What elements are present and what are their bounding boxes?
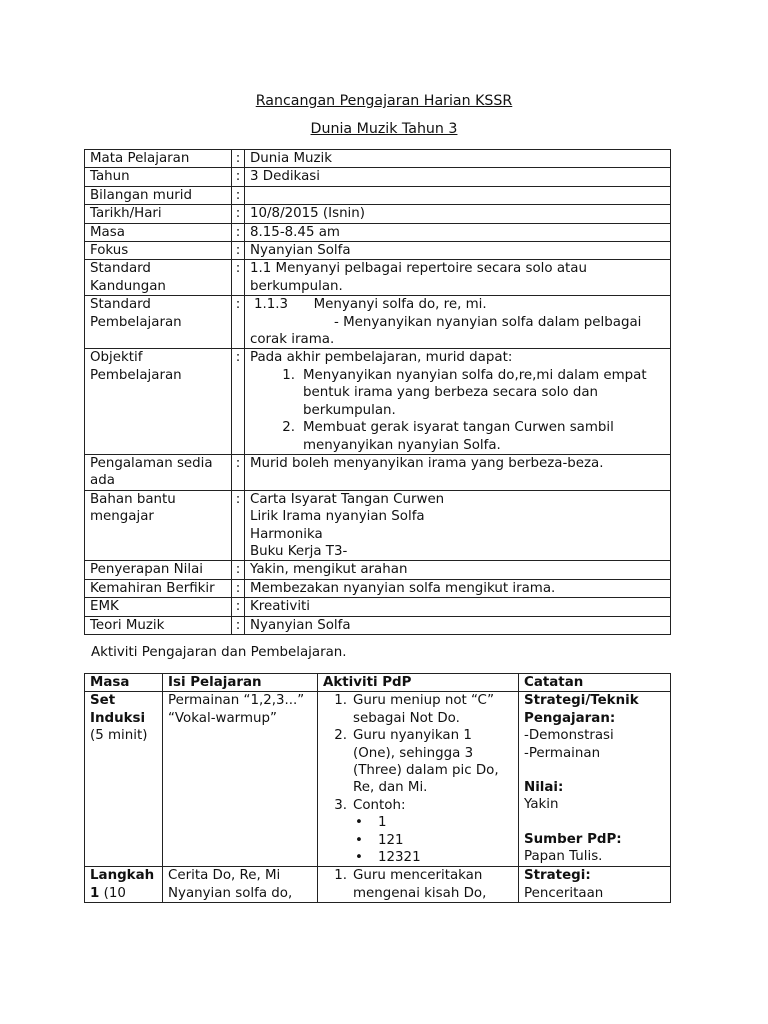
table-row	[85, 579, 671, 597]
info-colon: :	[232, 579, 245, 597]
masa-cell	[85, 692, 163, 867]
info-label: Bahan bantu mengajar	[85, 490, 232, 561]
info-value: 8.15-8.45 am	[245, 223, 671, 241]
info-colon: :	[232, 242, 245, 260]
document-subtitle: Dunia Muzik Tahun 3	[310, 121, 458, 137]
list-item	[323, 797, 513, 814]
info-value	[245, 186, 671, 204]
list-item	[323, 692, 513, 727]
column-header: Isi Pelajaran	[163, 674, 318, 692]
content-line: Nyanyian solfa do,	[168, 885, 293, 901]
table-row	[85, 598, 671, 616]
example-list	[323, 814, 513, 866]
nilai-value: Yakin	[524, 797, 559, 813]
list-number: 1.	[334, 693, 347, 709]
objective-intro: Pada akhir pembelajaran, murid dapat:	[250, 350, 513, 366]
strategy-label: Strategi:	[524, 868, 591, 884]
info-colon: :	[232, 490, 245, 561]
table-row	[85, 867, 671, 903]
info-colon: :	[232, 454, 245, 490]
objective-list	[250, 367, 665, 454]
content-line: Cerita Do, Re, Mi	[168, 868, 281, 884]
list-text: Menyanyikan nyanyian solfa do,re,mi dalam empat bentuk irama yang berbeza secara solo dan berkumpulan.	[303, 367, 647, 418]
table-row	[85, 454, 671, 490]
strategy-item: -Demonstrasi	[524, 728, 614, 744]
info-value: Kreativiti	[245, 598, 671, 616]
info-value	[245, 349, 671, 454]
table-row	[85, 490, 671, 561]
list-text: Contoh:	[353, 797, 406, 813]
list-number: 2.	[282, 420, 295, 436]
info-label: Teori Muzik	[85, 616, 232, 634]
sumber-value: Papan Tulis.	[524, 849, 603, 865]
info-value: Yakin, mengikut arahan	[245, 561, 671, 579]
activity-table	[84, 673, 671, 903]
list-text: Guru meniup not “C” sebagai Not Do.	[353, 693, 495, 726]
list-number: 2.	[334, 728, 347, 744]
table-row	[85, 150, 671, 168]
stage-title: Set Induksi	[90, 693, 146, 726]
standard-line-1: 1.1.3 Menyanyi solfa do, re, mi.	[254, 297, 487, 313]
info-label: Mata Pelajaran	[85, 150, 232, 168]
table-row	[85, 186, 671, 204]
list-text: Guru menceritakan mengenai kisah Do,	[353, 868, 487, 901]
info-colon: :	[232, 349, 245, 454]
catatan-cell	[519, 867, 671, 903]
list-number: 1.	[282, 367, 295, 383]
list-item	[250, 367, 665, 419]
info-value: Dunia Muzik	[245, 150, 671, 168]
info-value	[245, 296, 671, 349]
info-value: Membezakan nyanyian solfa mengikut irama.	[245, 579, 671, 597]
info-label: Standard Pembelajaran	[85, 296, 232, 349]
material-line: Lirik Irama nyanyian Solfa	[250, 509, 425, 525]
stage-title: Langkah 1	[90, 868, 155, 901]
info-label: Objektif Pembelajaran	[85, 349, 232, 454]
spacer	[524, 814, 665, 831]
aktiviti-cell	[318, 692, 519, 867]
info-value: Nyanyian Solfa	[245, 616, 671, 634]
table-header-row	[85, 674, 671, 692]
info-colon: :	[232, 150, 245, 168]
stage-duration: (5 minit)	[90, 728, 148, 744]
list-number: 3.	[334, 797, 347, 813]
material-line: Buku Kerja T3-	[250, 543, 348, 559]
info-colon: :	[232, 186, 245, 204]
column-header: Catatan	[519, 674, 671, 692]
table-row	[85, 260, 671, 296]
strategy-label: Strategi/Teknik Pengajaran:	[524, 693, 639, 726]
table-row	[85, 223, 671, 241]
aktiviti-cell	[318, 867, 519, 903]
activity-heading: Aktiviti Pengajaran dan Pembelajaran.	[91, 645, 347, 660]
table-row	[85, 616, 671, 634]
standard-line-2: - Menyanyikan nyanyian solfa dalam pelbagai corak irama.	[250, 314, 642, 348]
lesson-info-table	[84, 149, 671, 635]
document-title: Rancangan Pengajaran Harian KSSR	[255, 93, 513, 109]
table-row	[85, 242, 671, 260]
info-label: Bilangan murid	[85, 186, 232, 204]
sumber-label: Sumber PdP:	[524, 831, 622, 847]
info-colon: :	[232, 598, 245, 616]
info-value: 10/8/2015 (Isnin)	[245, 205, 671, 223]
stage-duration: (10	[103, 885, 126, 901]
table-row	[85, 168, 671, 186]
list-text: Guru nyanyikan 1 (One), sehingga 3 (Three) dalam pic Do, Re, dan Mi.	[353, 728, 499, 796]
table-row	[85, 296, 671, 349]
info-label: Penyerapan Nilai	[85, 561, 232, 579]
list-item: • 121	[323, 832, 513, 849]
info-colon: :	[232, 168, 245, 186]
info-colon: :	[232, 296, 245, 349]
masa-cell	[85, 867, 163, 903]
strategy-item: -Permainan	[524, 745, 601, 761]
table-row	[85, 205, 671, 223]
list-number: 1.	[334, 868, 347, 884]
info-label: Pengalaman sedia ada	[85, 454, 232, 490]
spacer	[524, 762, 665, 779]
isi-cell	[163, 867, 318, 903]
info-value: Nyanyian Solfa	[245, 242, 671, 260]
info-colon: :	[232, 616, 245, 634]
table-row	[85, 692, 671, 867]
info-label: Standard Kandungan	[85, 260, 232, 296]
info-colon: :	[232, 561, 245, 579]
info-value: 3 Dedikasi	[245, 168, 671, 186]
info-label: Fokus	[85, 242, 232, 260]
info-colon: :	[232, 260, 245, 296]
list-text: Membuat gerak isyarat tangan Curwen sambil menyanyikan nyanyian Solfa.	[303, 420, 614, 453]
list-item	[323, 727, 513, 797]
step-list	[323, 867, 513, 902]
step-list	[323, 692, 513, 814]
nilai-label: Nilai:	[524, 780, 564, 796]
catatan-cell	[519, 692, 671, 867]
info-label: Tarikh/Hari	[85, 205, 232, 223]
table-row	[85, 349, 671, 454]
isi-cell	[163, 692, 318, 867]
info-value: Murid boleh menyanyikan irama yang berbeza-beza.	[245, 454, 671, 490]
list-item	[250, 419, 665, 454]
info-label: EMK	[85, 598, 232, 616]
info-label: Kemahiran Berfikir	[85, 579, 232, 597]
material-line: Carta Isyarat Tangan Curwen	[250, 491, 445, 507]
list-item	[323, 867, 513, 902]
list-item: • 1	[323, 814, 513, 831]
content-line: Permainan “1,2,3...”	[168, 693, 305, 709]
info-value	[245, 490, 671, 561]
column-header: Aktiviti PdP	[318, 674, 519, 692]
column-header: Masa	[85, 674, 163, 692]
list-item: • 12321	[323, 849, 513, 866]
info-colon: :	[232, 205, 245, 223]
strategy-item: Penceritaan	[524, 885, 604, 901]
material-line: Harmonika	[250, 526, 323, 542]
info-label: Masa	[85, 223, 232, 241]
info-colon: :	[232, 223, 245, 241]
info-value: 1.1 Menyanyi pelbagai repertoire secara solo atau berkumpulan.	[245, 260, 671, 296]
info-label: Tahun	[85, 168, 232, 186]
content-line: “Vokal-warmup”	[168, 710, 277, 726]
table-row	[85, 561, 671, 579]
